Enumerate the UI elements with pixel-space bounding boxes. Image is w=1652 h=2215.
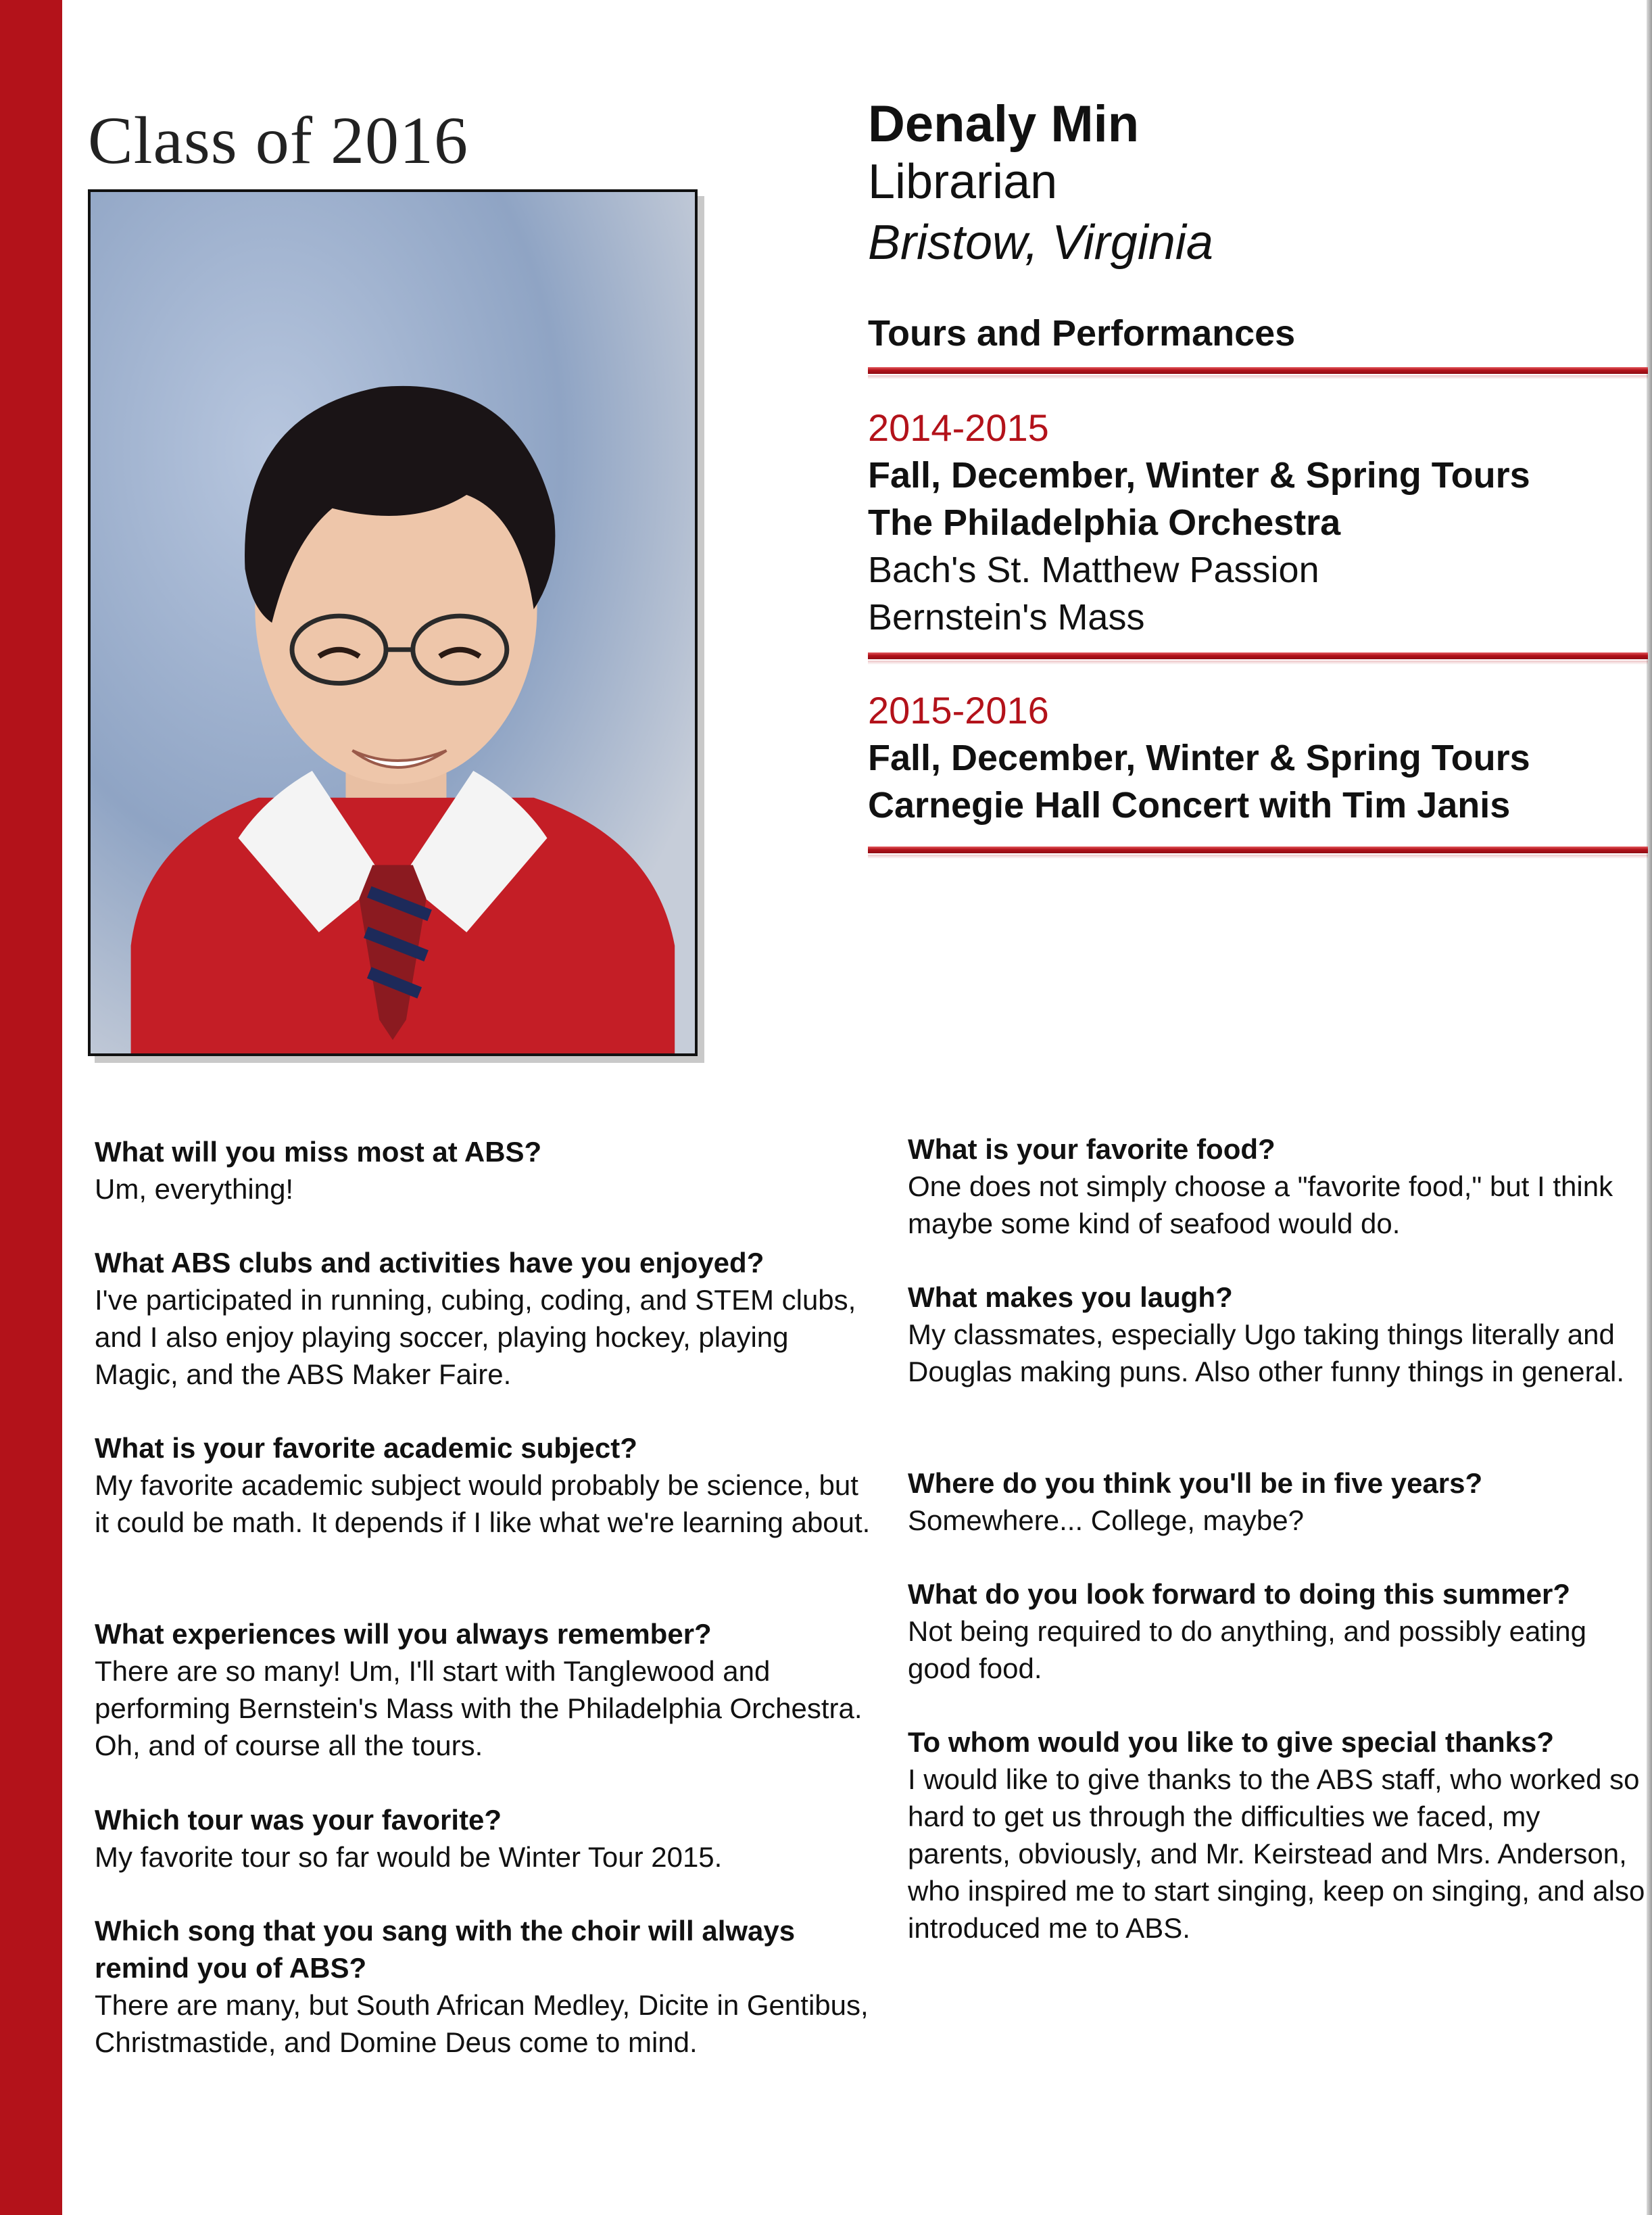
answer: I've participated in running, cubing, coding, and STEM clubs, and I also enjoy playing soccer, playing hockey, playing Magic, and the ABS Maker Faire. <box>95 1284 856 1390</box>
student-hometown: Bristow, Virginia <box>868 216 1213 270</box>
season-item: Bach's St. Matthew Passion <box>868 550 1319 590</box>
question: What makes you laugh? <box>908 1281 1233 1313</box>
question: What do you look forward to doing this summer? <box>908 1578 1570 1610</box>
qa-block <box>908 1130 1648 1242</box>
question: Which song that you sang with the choir will always remind you of ABS? <box>95 1915 796 1984</box>
divider-rule <box>868 367 1648 374</box>
qa-block <box>908 1279 1648 1390</box>
qa-block <box>95 1912 872 2061</box>
question: What experiences will you always remember? <box>95 1618 712 1650</box>
divider-rule <box>868 652 1648 659</box>
question: Which tour was your favorite? <box>95 1804 502 1836</box>
answer: Somewhere... College, maybe? <box>908 1504 1304 1536</box>
left-red-margin-bar <box>0 0 62 2215</box>
qa-block <box>95 1615 872 1764</box>
question: What is your favorite food? <box>908 1133 1276 1165</box>
season-item: Fall, December, Winter & Spring Tours <box>868 455 1530 496</box>
student-role: Librarian <box>868 155 1058 209</box>
answer: My favorite tour so far would be Winter Tour 2015. <box>95 1841 723 1873</box>
portrait-illustration <box>91 192 695 1053</box>
question: What will you miss most at ABS? <box>95 1136 542 1168</box>
season-item: Bernstein's Mass <box>868 597 1145 638</box>
qa-block <box>908 1723 1648 1947</box>
answer: There are so many! Um, I'll start with Tanglewood and performing Bernstein's Mass with the Philadelphia Orchestra. Oh, and of course all the tours. <box>95 1655 863 1761</box>
answer: There are many, but South African Medley, Dicite in Gentibus, Christmastide, and Domine Deus come to mind. <box>95 1989 869 2058</box>
question: What ABS clubs and activities have you enjoyed? <box>95 1247 764 1279</box>
qa-block <box>908 1464 1648 1539</box>
qa-block <box>95 1133 872 1208</box>
question: To whom would you like to give special thanks? <box>908 1726 1555 1758</box>
student-portrait <box>88 189 698 1056</box>
qa-block <box>908 1575 1648 1687</box>
question: Where do you think you'll be in five years? <box>908 1467 1483 1499</box>
answer: My classmates, especially Ugo taking things literally and Douglas making puns. Also other funny things in general. <box>908 1318 1624 1387</box>
answer: One does not simply choose a "favorite food," but I think maybe some kind of seafood would do. <box>908 1170 1613 1239</box>
season-year: 2014-2015 <box>868 406 1049 449</box>
answer: My favorite academic subject would probably be science, but it could be math. It depends if I like what we're learning about. <box>95 1469 871 1538</box>
season-year: 2015-2016 <box>868 689 1049 732</box>
answer: Not being required to do anything, and possibly eating good food. <box>908 1615 1587 1684</box>
answer: Um, everything! <box>95 1173 294 1205</box>
season-item: The Philadelphia Orchestra <box>868 502 1341 543</box>
student-name: Denaly Min <box>868 95 1140 153</box>
season-2015-2016 <box>868 687 1645 829</box>
season-2014-2015 <box>868 404 1645 641</box>
qa-block <box>95 1244 872 1393</box>
season-item: Carnegie Hall Concert with Tim Janis <box>868 785 1511 826</box>
divider-rule <box>868 847 1648 853</box>
qa-block <box>95 1801 872 1876</box>
class-title: Class of 2016 <box>88 103 468 178</box>
season-item: Fall, December, Winter & Spring Tours <box>868 738 1530 778</box>
question: What is your favorite academic subject? <box>95 1432 637 1464</box>
answer: I would like to give thanks to the ABS staff, who worked so hard to get us through the difficulties we faced, my parents, obviously, and Mr. Keirstead and Mrs. Anderson, who inspired me to start singing, keep on singing, and also introduced me to ABS. <box>908 1763 1645 1944</box>
tours-heading: Tours and Performances <box>868 313 1296 354</box>
qa-block <box>95 1429 872 1541</box>
